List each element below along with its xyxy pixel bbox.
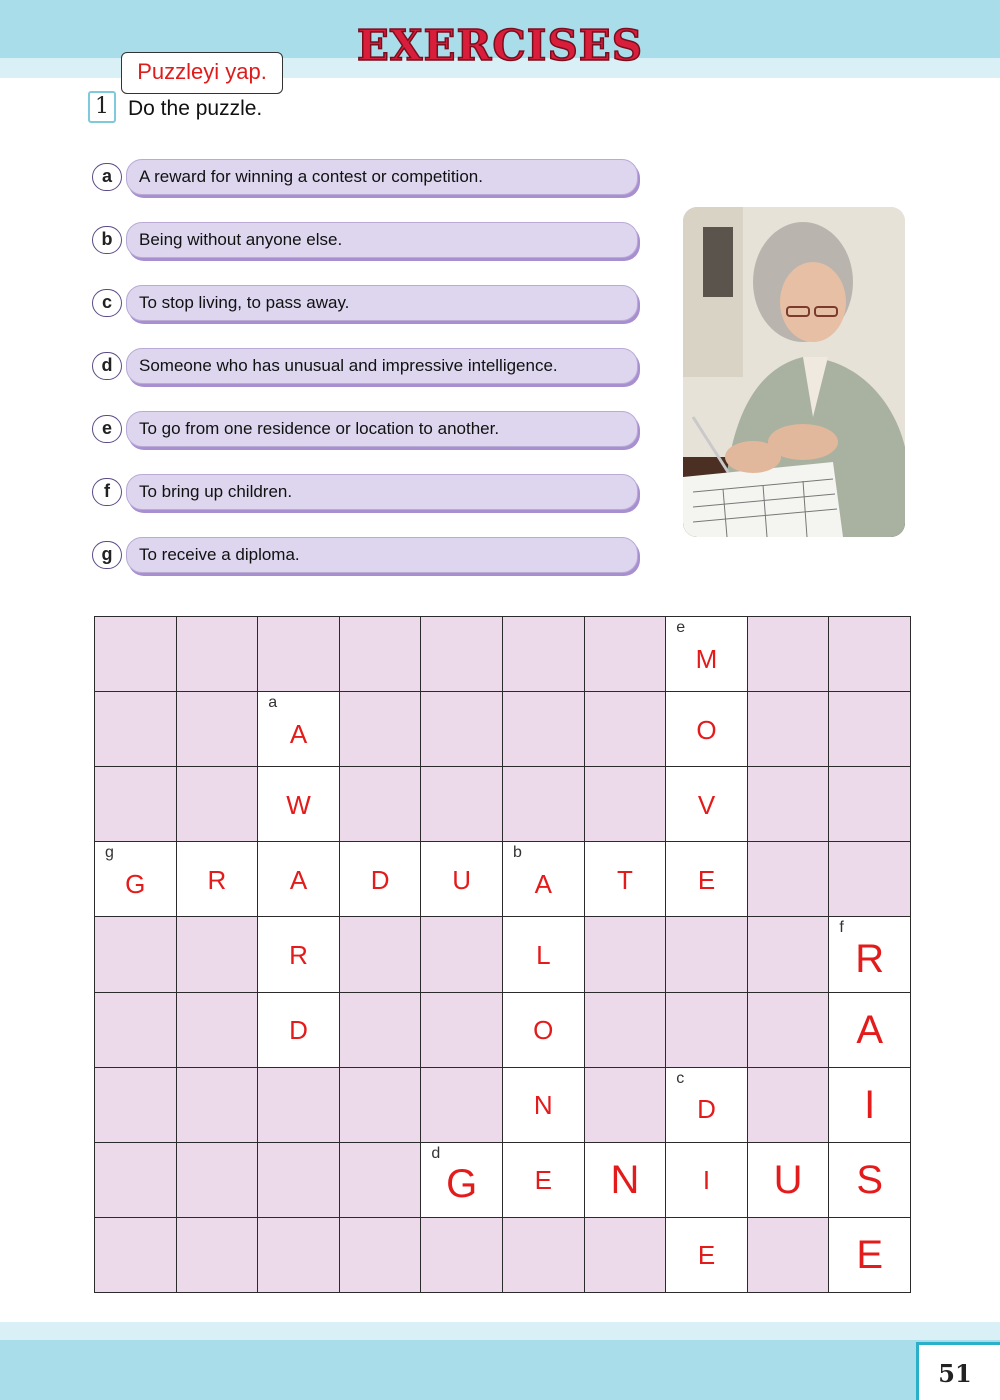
clue-text: To go from one residence or location to another.: [126, 411, 638, 447]
answer-letter: R: [207, 864, 227, 895]
crossword-blank-cell: [176, 916, 259, 992]
answer-letter: S: [856, 1158, 884, 1203]
crossword-answer-cell[interactable]: [257, 691, 340, 767]
clue-letter: c: [92, 289, 122, 317]
crossword-answer-cell[interactable]: [339, 841, 422, 917]
answer-letter: E: [856, 1233, 884, 1278]
crossword-answer-cell[interactable]: [828, 916, 911, 992]
crossword-blank-cell: [176, 1067, 259, 1143]
clue-text: A reward for winning a contest or competition.: [126, 159, 638, 195]
clue-number: d: [431, 1144, 441, 1162]
clue-text: To receive a diploma.: [126, 537, 638, 573]
crossword-answer-cell[interactable]: [747, 1142, 830, 1218]
clue-text: Someone who has unusual and impressive intelligence.: [126, 348, 638, 384]
crossword-blank-cell: [339, 992, 422, 1068]
crossword-answer-cell[interactable]: [665, 1142, 748, 1218]
crossword-answer-cell[interactable]: [665, 1217, 748, 1293]
clue-number: c: [676, 1069, 685, 1087]
crossword-answer-cell[interactable]: [257, 916, 340, 992]
crossword-blank-cell: [584, 1217, 667, 1293]
crossword-blank-cell: [257, 1142, 340, 1218]
answer-letter: T: [616, 864, 633, 895]
crossword-blank-cell: [747, 992, 830, 1068]
answer-letter: E: [697, 864, 716, 895]
crossword-blank-cell: [339, 691, 422, 767]
answer-letter: U: [452, 864, 472, 895]
answer-letter: I: [702, 1165, 711, 1196]
crossword-blank-cell: [747, 766, 830, 842]
crossword-blank-cell: [502, 616, 585, 692]
crossword-blank-cell: [339, 616, 422, 692]
clue-number: f: [839, 919, 844, 937]
crossword-blank-cell: [584, 916, 667, 992]
answer-letter: L: [536, 939, 551, 970]
crossword-answer-cell[interactable]: [257, 992, 340, 1068]
answer-letter: V: [697, 789, 716, 820]
answer-letter: A: [856, 1008, 884, 1053]
crossword-blank-cell: [584, 766, 667, 842]
clue-number: b: [513, 844, 522, 862]
bottom-band-light: [0, 1322, 1000, 1340]
clue-letter: e: [92, 415, 122, 443]
crossword-blank-cell: [502, 1217, 585, 1293]
crossword-answer-cell[interactable]: [502, 1142, 585, 1218]
answer-letter: D: [697, 1094, 716, 1125]
crossword-blank-cell: [339, 1142, 422, 1218]
answer-letter: O: [696, 714, 717, 745]
crossword-blank-cell: [420, 691, 503, 767]
crossword-blank-cell: [420, 992, 503, 1068]
crossword-answer-cell[interactable]: [665, 691, 748, 767]
answer-letter: N: [610, 1158, 640, 1203]
exercise-number: 1: [88, 91, 116, 123]
photo-illustration: [683, 207, 905, 537]
answer-letter: I: [864, 1083, 876, 1128]
crossword-blank-cell: [94, 616, 177, 692]
bottom-band: [0, 1340, 1000, 1400]
page-number: 51: [938, 1359, 972, 1388]
answer-letter: R: [289, 939, 308, 970]
crossword-answer-cell[interactable]: [420, 841, 503, 917]
crossword-blank-cell: [747, 916, 830, 992]
answer-letter: A: [289, 718, 308, 749]
crossword-answer-cell[interactable]: [828, 992, 911, 1068]
crossword-blank-cell: [747, 691, 830, 767]
crossword-answer-cell[interactable]: [420, 1142, 503, 1218]
page-number-box: [916, 1342, 1000, 1400]
crossword-answer-cell[interactable]: [502, 841, 585, 917]
answer-letter: E: [697, 1240, 716, 1271]
clue-letter: f: [92, 478, 122, 506]
crossword-blank-cell: [257, 1217, 340, 1293]
answer-letter: O: [533, 1015, 554, 1046]
crossword-blank-cell: [420, 916, 503, 992]
crossword-blank-cell: [94, 992, 177, 1068]
crossword-blank-cell: [176, 766, 259, 842]
crossword-blank-cell: [584, 616, 667, 692]
answer-letter: A: [289, 864, 308, 895]
crossword-answer-cell[interactable]: [665, 841, 748, 917]
crossword-blank-cell: [584, 1067, 667, 1143]
clue-number: g: [105, 844, 114, 862]
crossword-answer-cell[interactable]: [257, 766, 340, 842]
clue-number: e: [676, 619, 686, 636]
crossword-answer-cell[interactable]: [828, 1217, 911, 1293]
crossword-blank-cell: [176, 1217, 259, 1293]
crossword-blank-cell: [502, 766, 585, 842]
crossword-answer-cell[interactable]: [665, 616, 748, 692]
crossword-blank-cell: [747, 841, 830, 917]
crossword-blank-cell: [665, 916, 748, 992]
crossword-answer-cell[interactable]: [176, 841, 259, 917]
clue-letter: b: [92, 226, 122, 254]
crossword-blank-cell: [339, 916, 422, 992]
crossword-blank-cell: [828, 616, 911, 692]
crossword-blank-cell: [339, 1217, 422, 1293]
answer-letter: N: [533, 1090, 553, 1121]
answer-letter: U: [773, 1158, 803, 1203]
turkish-note-box: [121, 52, 283, 94]
crossword-blank-cell: [420, 1067, 503, 1143]
crossword-blank-cell: [502, 691, 585, 767]
clue-number: a: [268, 694, 278, 712]
crossword-blank-cell: [420, 1217, 503, 1293]
clue-letter: d: [92, 352, 122, 380]
crossword-answer-cell[interactable]: [94, 841, 177, 917]
crossword-blank-cell: [828, 691, 911, 767]
answer-letter: D: [370, 864, 390, 895]
answer-letter: D: [289, 1015, 308, 1046]
crossword-blank-cell: [176, 691, 259, 767]
clue-letter: g: [92, 541, 122, 569]
crossword-blank-cell: [257, 616, 340, 692]
answer-letter: G: [446, 1162, 478, 1207]
crossword-blank-cell: [94, 691, 177, 767]
clue-text: Being without anyone else.: [126, 222, 638, 258]
crossword-answer-cell[interactable]: [828, 1142, 911, 1218]
answer-letter: M: [695, 643, 718, 674]
crossword-blank-cell: [665, 992, 748, 1068]
answer-letter: W: [286, 789, 311, 820]
crossword-blank-cell: [94, 916, 177, 992]
exercise-instruction: Do the puzzle.: [128, 97, 263, 120]
clue-text: To stop living, to pass away.: [126, 285, 638, 321]
crossword-blank-cell: [828, 766, 911, 842]
crossword-blank-cell: [257, 1067, 340, 1143]
crossword-blank-cell: [176, 1142, 259, 1218]
crossword-blank-cell: [94, 1142, 177, 1218]
crossword-blank-cell: [339, 1067, 422, 1143]
crossword-answer-cell[interactable]: [584, 1142, 667, 1218]
crossword-blank-cell: [420, 766, 503, 842]
crossword-answer-cell[interactable]: [502, 916, 585, 992]
crossword-blank-cell: [828, 841, 911, 917]
crossword-blank-cell: [339, 766, 422, 842]
crossword-blank-cell: [584, 992, 667, 1068]
page-title: EXERCISES: [356, 21, 644, 70]
crossword-answer-cell[interactable]: [665, 1067, 748, 1143]
crossword-answer-cell[interactable]: [828, 1067, 911, 1143]
turkish-note: Puzzleyi yap.: [137, 59, 267, 84]
crossword-blank-cell: [94, 1067, 177, 1143]
crossword-answer-cell[interactable]: [584, 841, 667, 917]
crossword-blank-cell: [94, 1217, 177, 1293]
crossword-answer-cell[interactable]: [502, 992, 585, 1068]
crossword-blank-cell: [176, 616, 259, 692]
woman-doing-puzzle-photo: [683, 207, 905, 537]
crossword-blank-cell: [94, 766, 177, 842]
crossword-answer-cell[interactable]: [257, 841, 340, 917]
crossword-grid: [94, 616, 910, 1292]
crossword-blank-cell: [420, 616, 503, 692]
answer-letter: G: [125, 868, 146, 899]
answer-letter: E: [534, 1165, 552, 1196]
clue-letter: a: [92, 163, 122, 191]
crossword-blank-cell: [176, 992, 259, 1068]
answer-letter: R: [855, 936, 885, 981]
crossword-blank-cell: [747, 1067, 830, 1143]
crossword-answer-cell[interactable]: [502, 1067, 585, 1143]
crossword-blank-cell: [747, 616, 830, 692]
crossword-answer-cell[interactable]: [665, 766, 748, 842]
clue-text: To bring up children.: [126, 474, 638, 510]
crossword-blank-cell: [747, 1217, 830, 1293]
crossword-blank-cell: [584, 691, 667, 767]
answer-letter: A: [534, 868, 552, 899]
